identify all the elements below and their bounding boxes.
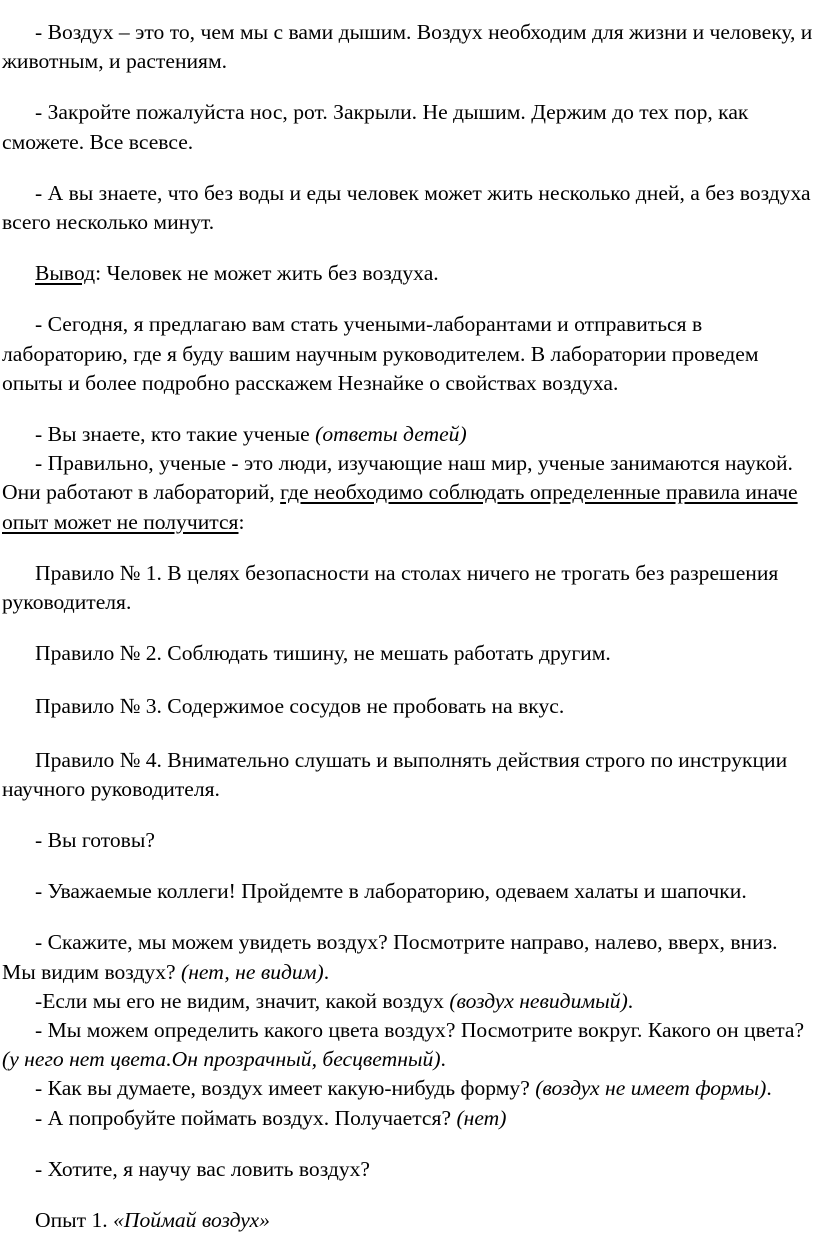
paragraph-air-shape: [2, 1074, 814, 1103]
paragraph-teach-catch-air: - Хотите, я научу вас ловить воздух?: [35, 1156, 371, 1181]
paragraph-scientists-rules: [2, 449, 814, 537]
children-answer-note: (ответы детей): [315, 422, 467, 447]
catch-answer: (нет): [456, 1105, 507, 1130]
paragraph-catch-air: [2, 1104, 814, 1133]
paragraph-invisible-air: [2, 987, 814, 1016]
shape-answer: (воздух не имеет формы): [535, 1076, 767, 1101]
paragraph-conclusion: [2, 259, 814, 288]
catch-text: - А попробуйте поймать воздух. Получается?: [35, 1105, 457, 1130]
color-text: - Мы можем определить какого цвета воздух? Посмотрите вокруг. Какого он цвета?: [35, 1018, 805, 1043]
conclusion-label: Вывод: [35, 261, 96, 286]
experiment-name: «Поймай воздух»: [113, 1208, 270, 1233]
paragraph-who-are-scientists: [2, 420, 814, 449]
paragraph-can-we-see-air: [2, 928, 814, 986]
color-answer: (у него нет цвета.Он прозрачный, бесцветный): [2, 1047, 441, 1072]
rule-2: Правило № 2. Соблюдать тишину, не мешать работать другим.: [35, 641, 611, 666]
paragraph-laboratory-invite: - Сегодня, я предлагаю вам стать учеными-лаборантами и отправиться в лабораторию, где я буду вашим научным руководителем. В лаборатории проведем опыты и более подробно расскажем Незнайке о свойствах воздуха.: [2, 312, 759, 395]
paragraph-are-you-ready: - Вы готовы?: [35, 828, 155, 853]
experiment-1-title: [2, 1206, 814, 1235]
paragraph-air-color: [2, 1016, 814, 1074]
paragraph-air-intro: - Воздух – это то, чем мы с вами дышим. Воздух необходим для жизни и человеку, и животным, и растениям.: [2, 20, 813, 74]
experiment-label: Опыт 1.: [35, 1208, 114, 1233]
shape-text: - Как вы думаете, воздух имеет какую-нибудь форму?: [35, 1076, 536, 1101]
paragraph-without-air: - А вы знаете, что без воды и еды человек может жить несколько дней, а без воздуха всего несколько минут.: [2, 180, 811, 235]
see-air-text: - Скажите, мы можем увидеть воздух? Посмотрите направо, налево, вверх, вниз. Мы видим воздух?: [2, 930, 778, 984]
scientists-text: - Правильно, ученые - это люди, изучающие наш мир, ученые занимаются наукой. Они работают в лабораторий,: [2, 451, 793, 505]
rule-3: Правило № 3. Содержимое сосудов не пробовать на вкус.: [35, 694, 565, 719]
paragraph-dear-colleagues: - Уважаемые коллеги! Пройдемте в лабораторию, одеваем халаты и шапочки.: [35, 879, 747, 904]
rule-1: Правило № 1. В целях безопасности на столах ничего не трогать без разрешения руководителя.: [2, 560, 779, 615]
shape-end: .: [766, 1076, 772, 1101]
color-end: .: [440, 1047, 446, 1072]
paragraph-close-nose: - Закройте пожалуйста нос, рот. Закрыли. Не дышим. Держим до тех пор, как сможете. Все всевсе.: [2, 100, 749, 154]
see-air-answer: (нет, не видим): [181, 959, 324, 984]
see-air-end: .: [323, 959, 330, 984]
invisible-answer: (воздух невидимый): [449, 988, 628, 1013]
invisible-end: .: [627, 988, 634, 1013]
conclusion-text: : Человек не может жить без воздуха.: [95, 261, 439, 286]
scientists-end: :: [238, 509, 245, 534]
rules-underlined-text: где необходимо соблюдать определенные правила иначе опыт может не получится: [2, 480, 798, 534]
question-text: - Вы знаете, кто такие ученые: [35, 422, 316, 447]
rule-4: Правило № 4. Внимательно слушать и выполнять действия строго по инструкции научного руководителя.: [2, 747, 788, 801]
invisible-text: -Если мы его не видим, значит, какой воздух: [35, 988, 450, 1013]
